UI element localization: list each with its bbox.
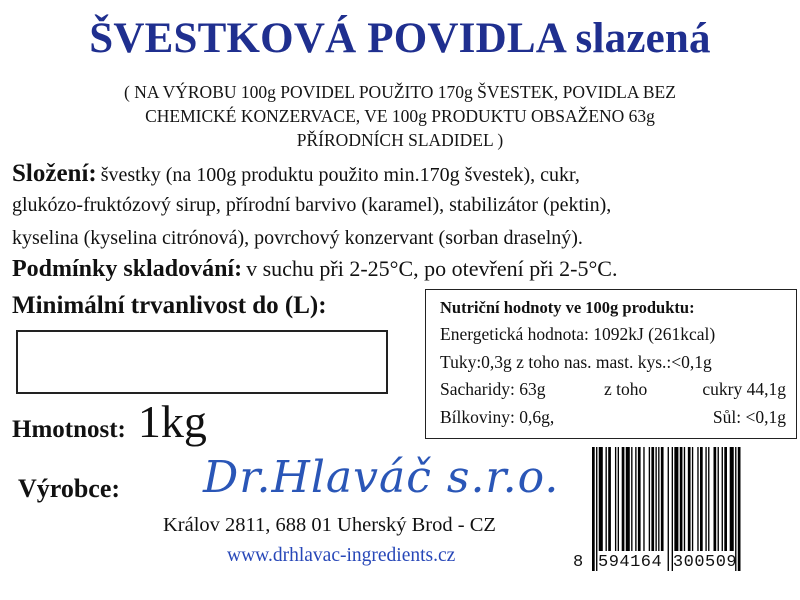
barcode-bar (608, 447, 611, 551)
barcode-bar (658, 447, 659, 551)
storage-text: v suchu při 2-25°C, po otevření při 2-5°C. (246, 256, 618, 281)
manufacturer-label: Výrobce: (18, 474, 121, 503)
nutrition-protein: Bílkoviny: 0,6g, (440, 407, 555, 427)
nutrition-salt: Sůl: <0,1g (712, 407, 786, 427)
subtitle-line-3: PŘÍRODNÍCH SLADIDEL ) (296, 130, 504, 150)
barcode-bar (700, 447, 703, 551)
composition-text-3: kyselina (kyselina citrónová), povrchový konzervant (sorban draselný). (12, 227, 583, 249)
barcode-bar (738, 447, 741, 571)
barcode-bar (674, 447, 678, 551)
barcode-bar (688, 447, 691, 551)
composition-text-1: švestky (na 100g produktu použito min.170g švestek), cukr, (100, 164, 580, 186)
barcode-bar (592, 447, 595, 571)
barcode-bar (655, 447, 656, 551)
storage-row (12, 256, 617, 283)
barcode-bar (722, 447, 723, 551)
barcode-bar (730, 447, 734, 551)
product-subtitle (0, 80, 800, 152)
barcode-bar (724, 447, 727, 551)
barcode-bar (618, 447, 619, 551)
barcode-bar (649, 447, 650, 551)
nutrition-carbs-of-which: z toho (604, 379, 648, 399)
barcode-bar (622, 447, 625, 551)
barcode-bar (680, 447, 683, 551)
nutrition-sugars: cukry 44,1g (702, 379, 786, 399)
barcode-bar (697, 447, 698, 551)
manufacturer-address: Králov 2811, 688 01 Uherský Brod - CZ (163, 514, 496, 536)
product-title (0, 14, 800, 63)
product-title-suffix: slazená (575, 15, 711, 62)
manufacturer-website-link[interactable]: www.drhlavac-ingredients.cz (227, 545, 456, 566)
barcode-bar (638, 447, 641, 551)
barcode-bar (714, 447, 717, 551)
manufacturer-signature-logo: Dr.Hlaváč s.r.o. (203, 452, 560, 503)
product-title-main: ŠVESTKOVÁ POVIDLA (89, 15, 565, 62)
barcode-bar (631, 447, 632, 551)
expiry-label: Minimální trvanlivost do (L): (12, 292, 327, 319)
weight-row (12, 395, 207, 448)
barcode-bar (635, 447, 636, 551)
barcode-bar (651, 447, 654, 551)
barcode-bar (692, 447, 693, 551)
nutrition-heading: Nutriční hodnoty ve 100g produktu: (440, 298, 695, 317)
storage-label: Podmínky skladování: (12, 256, 243, 282)
barcode-bar (661, 447, 664, 551)
nutrition-energy: Energetická hodnota: 1092kJ (261kcal) (440, 324, 716, 344)
barcode-bar (599, 447, 603, 551)
nutrition-carbs: Sacharidy: 63g (440, 379, 546, 399)
weight-value: 1kg (137, 396, 207, 447)
barcode-bar (684, 447, 685, 551)
barcode-bar (615, 447, 616, 551)
barcode-bar (626, 447, 630, 551)
subtitle-line-2: CHEMICKÉ KONZERVACE, VE 100g PRODUKTU OBSAŽENO 63g (145, 106, 655, 126)
barcode-bar (705, 447, 706, 551)
expiry-date-box (16, 330, 388, 394)
nutrition-fat: Tuky:0,3g z toho nas. mast. kys.:<0,1g (440, 352, 712, 372)
composition-row-1 (12, 160, 580, 188)
nutrition-table (425, 289, 797, 439)
barcode-bar (643, 447, 644, 551)
barcode-bar (718, 447, 719, 551)
subtitle-line-1: ( NA VÝROBU 100g POVIDEL POUŽITO 170g ŠVESTEK, POVIDLA BEZ (124, 82, 676, 102)
weight-label: Hmotnost: (12, 416, 126, 443)
composition-label: Složení: (12, 160, 97, 187)
composition-text-2: glukózo-fruktózový sirup, přírodní barvivo (karamel), stabilizátor (pektin), (12, 194, 612, 216)
barcode-bar (606, 447, 607, 551)
barcode-bar (708, 447, 709, 551)
barcode-first-digit: 8 (573, 553, 584, 572)
barcode-digits: 594164 300509 (598, 553, 738, 572)
